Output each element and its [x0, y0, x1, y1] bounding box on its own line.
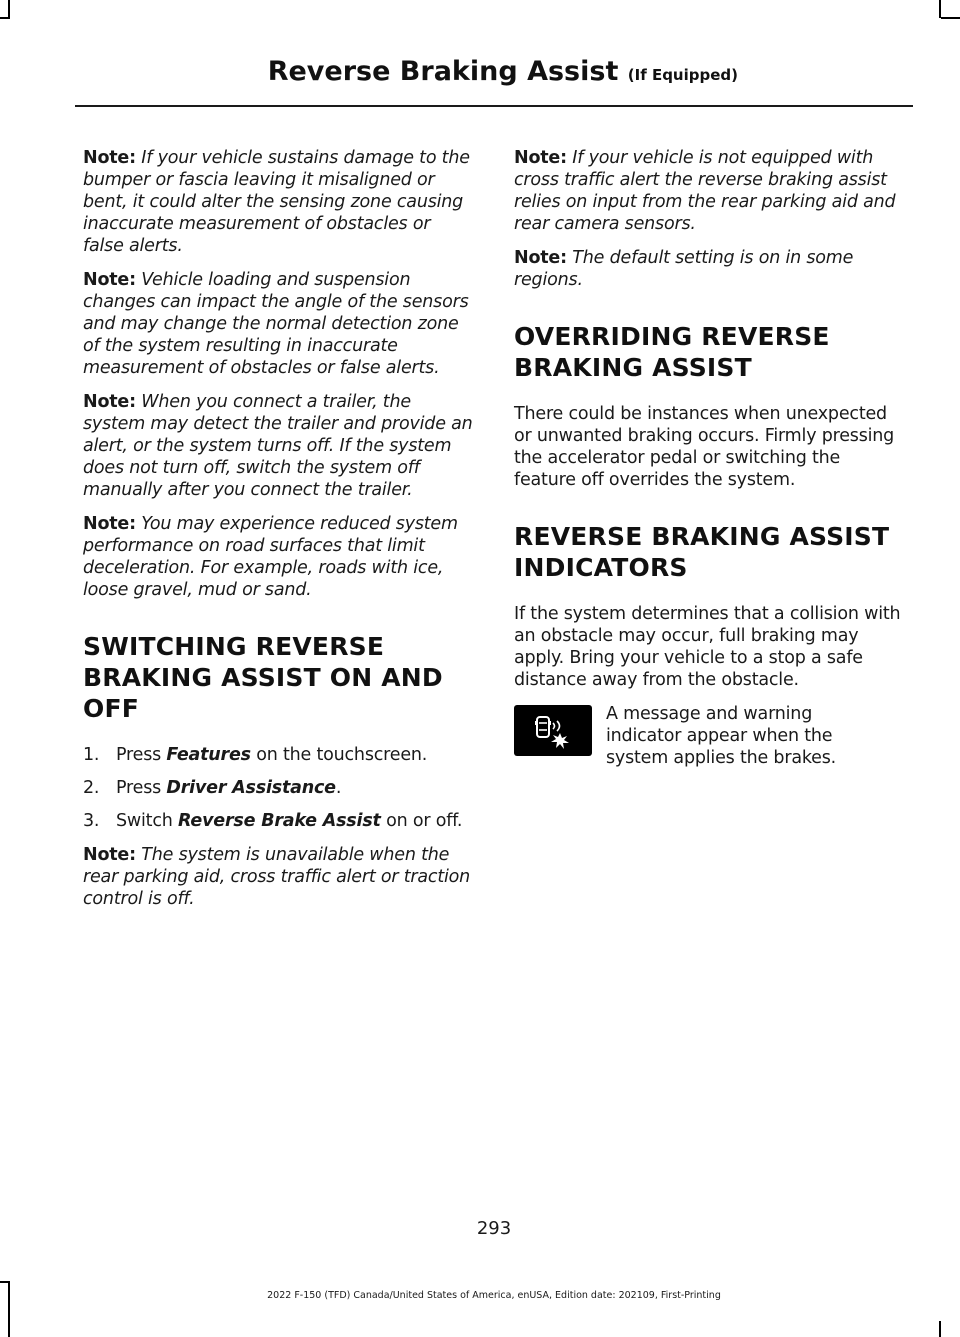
note-paragraph	[83, 513, 475, 601]
ui-term: Reverse Brake Assist	[178, 811, 381, 831]
crop-mark	[0, 1281, 10, 1283]
heading-line: REVERSE BRAKING ASSIST	[514, 522, 890, 551]
indicator-row	[514, 703, 906, 769]
section-heading-indicators	[514, 521, 906, 583]
note-label: Note:	[514, 148, 567, 168]
crop-mark	[0, 17, 10, 19]
note-label: Note:	[83, 514, 136, 534]
section-heading-switching	[83, 631, 475, 724]
step-text: Press Driver Assistance.	[116, 778, 342, 798]
note-paragraph	[83, 269, 475, 379]
indicator-caption: A message and warning indicator appear when the system applies the brakes.	[606, 704, 837, 768]
header-title-text: Reverse Braking Assist	[267, 56, 619, 87]
note-text: If your vehicle is not equipped with cross traffic alert the reverse braking assist relies on input from the rear parking aid and rear camera sensors.	[514, 148, 896, 234]
note-paragraph	[514, 147, 906, 235]
header-title-suffix: (If Equipped)	[627, 66, 738, 84]
footer-edition-text: 2022 F-150 (TFD) Canada/United States of America, enUSA, Edition date: 202109, First-Printing	[267, 1290, 721, 1301]
note-text: Vehicle loading and suspension changes can impact the angle of the sensors and may change the normal detection zone of the system resulting in inaccurate measurement of obstacles or false alerts.	[83, 270, 469, 378]
right-column	[514, 147, 906, 769]
heading-line: INDICATORS	[514, 553, 688, 582]
step-number: 2.	[83, 778, 100, 798]
page-number: 293	[476, 1218, 512, 1239]
note-paragraph	[83, 391, 475, 501]
step-number: 3.	[83, 811, 100, 831]
crop-mark	[941, 17, 960, 19]
ui-term: Driver Assistance	[166, 778, 336, 798]
step-item	[83, 744, 475, 766]
note-text: When you connect a trailer, the system may detect the trailer and provide an alert, or the system turns off. If the system does not turn off, switch the system off manually after you connect the trailer.	[83, 392, 473, 500]
heading-line: BRAKING ASSIST ON AND OFF	[83, 663, 443, 723]
override-paragraph: There could be instances when unexpected or unwanted braking occurs. Firmly pressing the accelerator pedal or switching the feature off overrides the system.	[514, 404, 895, 490]
note-label: Note:	[83, 392, 136, 412]
header-rule	[75, 105, 913, 107]
note-paragraph	[83, 147, 475, 257]
ui-term: Features	[166, 745, 251, 765]
step-text: Press Features on the touchscreen.	[116, 745, 428, 765]
heading-line: BRAKING ASSIST	[514, 353, 752, 382]
heading-line: SWITCHING REVERSE	[83, 632, 385, 661]
left-column	[83, 147, 475, 922]
note-label: Note:	[514, 248, 567, 268]
indicators-paragraph: If the system determines that a collision with an obstacle may occur, full braking may apply. Bring your vehicle to a stop a safe distance away from the obstacle.	[514, 604, 901, 690]
heading-line: OVERRIDING REVERSE	[514, 322, 830, 351]
step-number: 1.	[83, 745, 100, 765]
steps-list	[83, 744, 475, 832]
crop-mark	[939, 1321, 941, 1337]
reverse-brake-assist-warning-icon	[514, 705, 592, 756]
note-text: The system is unavailable when the rear parking aid, cross traffic alert or traction control is off.	[83, 845, 471, 909]
step-text: Switch Reverse Brake Assist on or off.	[116, 811, 463, 831]
note-label: Note:	[83, 270, 136, 290]
step-item	[83, 777, 475, 799]
note-paragraph	[83, 844, 475, 910]
note-paragraph	[514, 247, 906, 291]
crop-mark	[939, 0, 941, 18]
note-text: If your vehicle sustains damage to the bumper or fascia leaving it misaligned or bent, it could alter the sensing zone causing inaccurate measurement of obstacles or false alerts.	[83, 148, 470, 256]
crop-mark	[8, 0, 10, 18]
note-label: Note:	[83, 845, 136, 865]
page-header-title	[268, 56, 738, 87]
note-text: The default setting is on in some regions.	[514, 248, 854, 290]
section-heading-overriding	[514, 321, 906, 383]
note-label: Note:	[83, 148, 136, 168]
step-item	[83, 810, 475, 832]
note-text: You may experience reduced system performance on road surfaces that limit deceleration. For example, roads with ice, loose gravel, mud or sand.	[83, 514, 458, 600]
